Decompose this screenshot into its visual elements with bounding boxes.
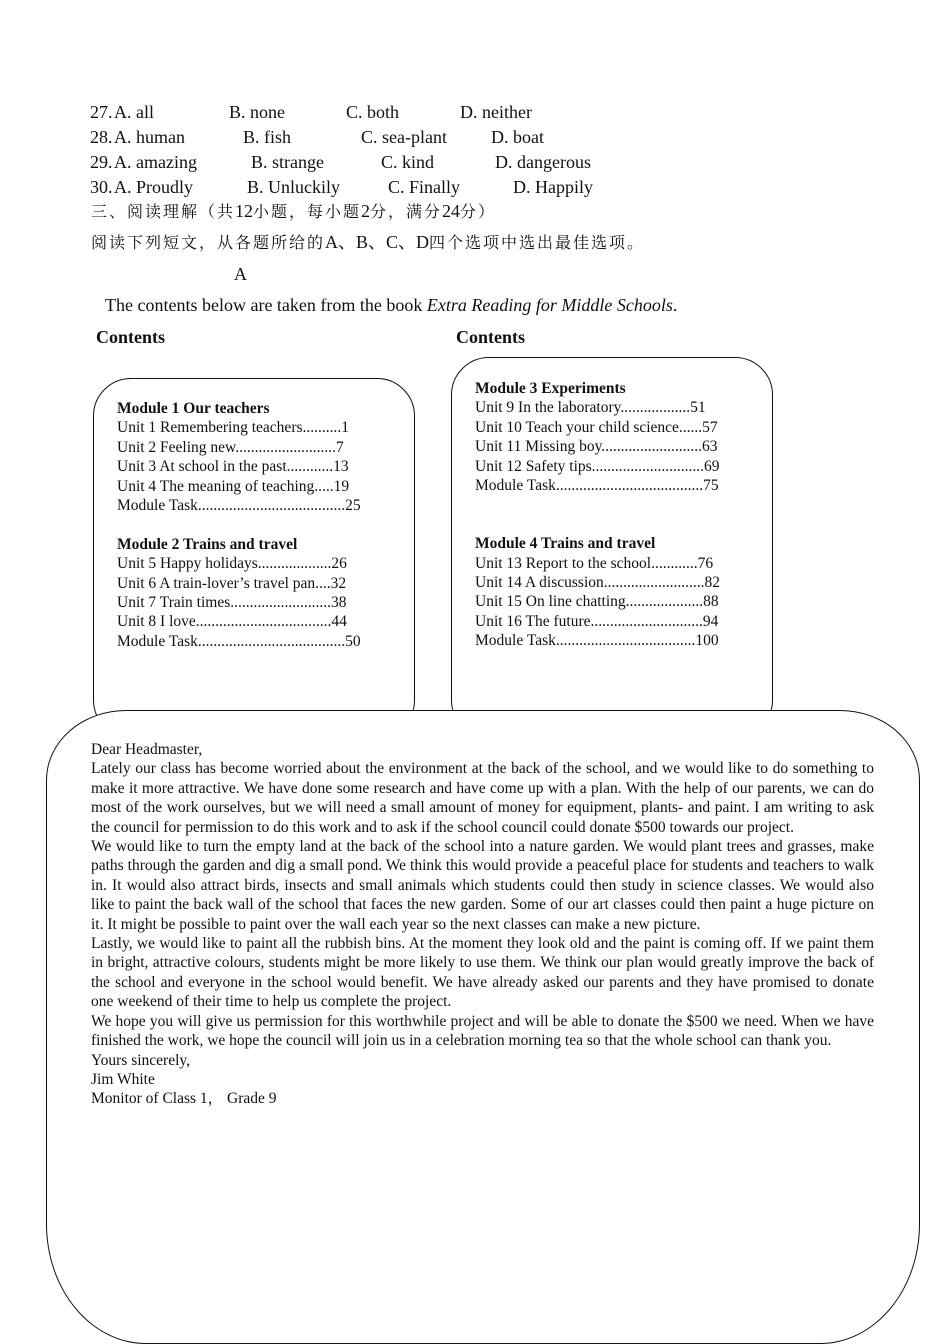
question-number: 30.: [90, 177, 113, 197]
letter-signature: Jim White: [91, 1070, 155, 1088]
toc-entry: Unit 13 Report to the school............76: [475, 554, 714, 572]
contents-list-right: [475, 379, 720, 651]
toc-entry: Unit 7 Train times..........................38: [117, 594, 347, 612]
contents-title-right: Contents: [456, 327, 526, 347]
toc-entry: Module Task......................................75: [475, 477, 719, 495]
module-4-title: Module 4 Trains and travel: [475, 535, 656, 553]
question-row-27: [90, 100, 650, 124]
toc-entry: Unit 2 Feeling new..........................7: [117, 438, 344, 456]
module-2-title: Module 2 Trains and travel: [117, 535, 298, 553]
letter-greeting: Dear Headmaster,: [91, 741, 203, 758]
toc-entry: Unit 3 At school in the past............13: [117, 458, 349, 476]
question-row-28: [90, 125, 650, 149]
toc-entry: Module Task....................................100: [475, 632, 719, 650]
toc-entry: Unit 14 A discussion..........................82: [475, 574, 721, 592]
module-1-title: Module 1 Our teachers: [117, 400, 270, 417]
option-b: B. strange: [251, 152, 324, 172]
question-number: 28.: [90, 127, 113, 147]
letter-signer-title: Monitor of Class 1， Grade 9: [91, 1090, 277, 1108]
question-row-30: [90, 175, 650, 199]
toc-entry: Unit 10 Teach your child science......57: [475, 418, 718, 436]
option-d: D. Happily: [513, 177, 593, 197]
toc-entry: Unit 12 Safety tips.............................69: [475, 457, 720, 475]
letter-body: [91, 740, 874, 1109]
toc-entry: Module Task......................................25: [117, 497, 361, 515]
option-d: D. boat: [491, 127, 544, 147]
toc-entry: Module Task......................................50: [117, 632, 361, 650]
option-a: A. amazing: [114, 152, 197, 172]
question-number: 27.: [90, 102, 113, 122]
toc-entry: Unit 16 The future.............................94: [475, 612, 719, 630]
toc-entry: Unit 1 Remembering teachers..........1: [117, 419, 350, 437]
toc-entry: Unit 5 Happy holidays...................26: [117, 555, 347, 573]
passage-intro: The contents below are taken from the book Extra Reading for Middle Schools.: [105, 295, 678, 315]
option-c: C. both: [346, 102, 400, 122]
letter-closing: Yours sincerely,: [91, 1051, 191, 1069]
option-c: C. kind: [381, 152, 435, 172]
option-a: A. Proudly: [114, 177, 194, 197]
section-title: 三、阅读理解（共12小题，每小题2分，满分24分）: [91, 201, 497, 221]
toc-entry: Unit 6 A train-lover’s travel pan....32: [117, 574, 347, 592]
option-d: D. neither: [460, 102, 532, 122]
toc-entry: Unit 4 The meaning of teaching.....19: [117, 477, 350, 495]
letter-paragraph: Lastly, we would like to paint all the rubbish bins. At the moment they look old and the paint is coming off. If we paint them in bright, attractive colours, students might be more likely to use them. We think our plan would greatly improve the back of the school and everyone in the school would benefit. We have already asked our parents and they have promised to donate one weekend of their time to help us complete the project.: [91, 935, 874, 1011]
toc-entry: Unit 11 Missing boy..........................63: [475, 438, 718, 456]
contents-list-left: [117, 399, 361, 651]
option-b: B. none: [229, 102, 285, 122]
option-a: A. all: [114, 102, 154, 122]
option-d: D. dangerous: [495, 152, 591, 172]
toc-entry: Unit 8 I love...................................44: [117, 613, 347, 631]
question-row-29: [90, 150, 650, 174]
toc-entry: Unit 15 On line chatting....................88: [475, 593, 719, 611]
module-3-title: Module 3 Experiments: [475, 380, 626, 397]
passage-label: A: [234, 264, 247, 284]
option-c: C. Finally: [388, 177, 461, 197]
question-number: 29.: [90, 152, 113, 172]
section-instructions: 阅读下列短文，从各题所给的A、B、C、D四个选项中选出最佳选项。: [91, 232, 646, 252]
book-title: Extra Reading for Middle Schools: [426, 295, 673, 315]
option-b: B. fish: [243, 127, 292, 147]
contents-title-left: Contents: [96, 327, 166, 347]
letter-paragraph: We hope you will give us permission for this worthwhile project and will be able to donate the $500 we need. When we have finished the work, we hope the council will join us in a celebration morning tea so that the whole school can thank you.: [91, 1012, 874, 1050]
option-c: C. sea-plant: [361, 127, 447, 147]
letter-paragraph: Lately our class has become worried about the environment at the back of the school, and we would like to do something to make it more attractive. We have done some research and have come up with a plan. With the help of our parents, we can do most of the work ourselves, but we will need a small amount of money for equipment, plants- and paint. I am writing to ask the council for permission to do this work and to ask if the school council could donate $500 towards our project.: [91, 760, 874, 836]
option-b: B. Unluckily: [247, 177, 340, 197]
letter-paragraph: We would like to turn the empty land at the back of the school into a nature garden. We would plant trees and grasses, make paths through the garden and dig a small pond. We think this would provide a peaceful place for students and teachers to walk in. It would also attract birds, insects and small animals which students could then study in science classes. We would also like to paint the back wall of the school that faces the new garden. Some of our art classes could then paint a huge picture on it. It might be possible to paint over the wall each year so the next classes can make a new picture.: [91, 838, 874, 933]
toc-entry: Unit 9 In the laboratory..................51: [475, 399, 706, 417]
option-a: A. human: [114, 127, 185, 147]
